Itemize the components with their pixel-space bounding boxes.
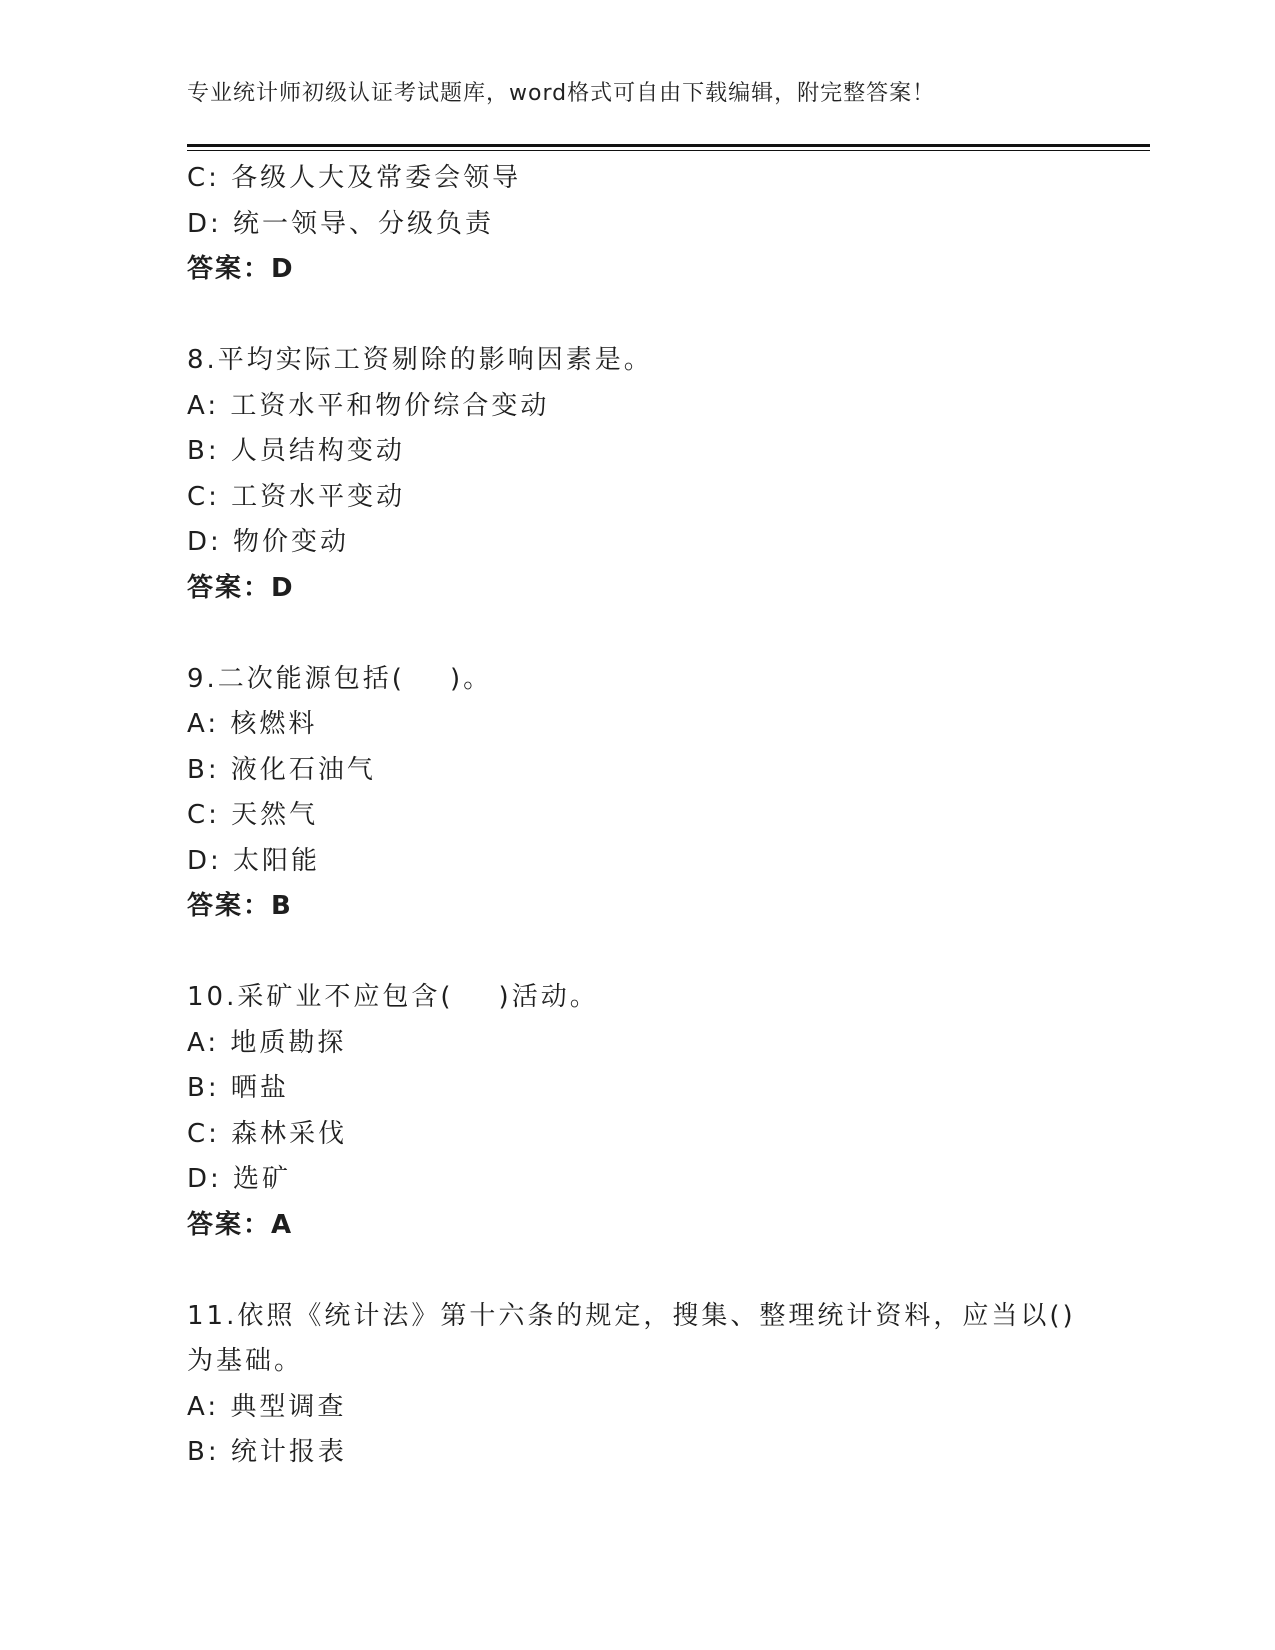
q11-stem-line2: 为基础。: [187, 1346, 304, 1376]
q8-option-d: D: 物价变动: [187, 527, 350, 557]
q9-option-b: B: 液化石油气: [187, 754, 376, 785]
q8-option-a: A: 工资水平和物价综合变动: [187, 390, 550, 421]
q10-answer: 答案：A: [187, 1209, 294, 1240]
q10-stem: 10.采矿业不应包含( )活动。: [187, 982, 599, 1012]
q11-stem-line1: 11.依照《统计法》第十六条的规定，搜集、整理统计资料，应当以(): [187, 1300, 1076, 1331]
q11-option-b: B: 统计报表: [187, 1437, 347, 1467]
q10-option-a: A: 地质勘探: [187, 1027, 347, 1058]
q9-option-c: C: 天然气: [187, 800, 319, 830]
q8-answer: 答案：D: [187, 572, 295, 603]
q7-answer: 答案：D: [187, 254, 295, 284]
q9-option-a: A: 核燃料: [187, 709, 318, 739]
spacer: [187, 930, 1107, 976]
header-rule-thick: [187, 144, 1150, 147]
q8-option-c: C: 工资水平变动: [187, 481, 406, 512]
q7-option-c: C: 各级人大及常委会领导: [187, 163, 522, 193]
question-list: [187, 156, 1107, 1476]
q8-stem: 8.平均实际工资剔除的影响因素是。: [187, 345, 653, 375]
q9-option-d: D: 太阳能: [187, 845, 321, 876]
q10-option-c: C: 森林采伐: [187, 1118, 348, 1149]
q10-option-b: B: 晒盐: [187, 1073, 289, 1103]
q9-answer: 答案：B: [187, 891, 293, 921]
q8-option-b: B: 人员结构变动: [187, 436, 405, 466]
q9-stem: 9.二次能源包括( )。: [187, 663, 493, 694]
q7-option-d: D: 统一领导、分级负责: [187, 208, 495, 239]
q10-option-d: D: 选矿: [187, 1164, 292, 1194]
spacer: [187, 293, 1107, 339]
spacer: [187, 1248, 1107, 1294]
q11-option-a: A: 典型调查: [187, 1391, 347, 1422]
header-rule-thin: [187, 150, 1150, 151]
spacer: [187, 611, 1107, 657]
page-header: 专业统计师初级认证考试题库，word格式可自由下载编辑，附完整答案！: [187, 81, 936, 106]
